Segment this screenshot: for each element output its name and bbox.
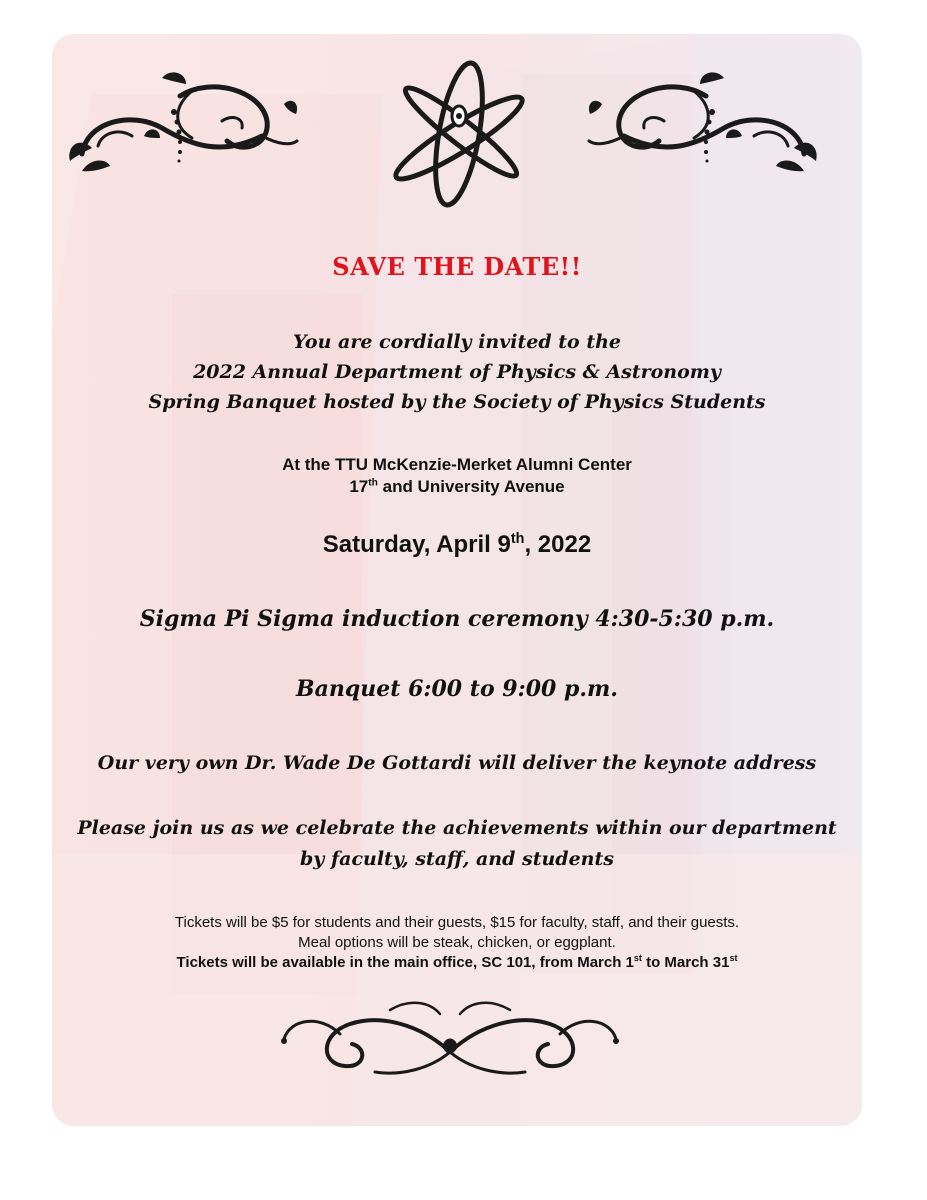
invitation-line-3: Spring Banquet hosted by the Society of Physics Students <box>148 391 766 413</box>
event-date <box>52 531 862 559</box>
invitation-line-1: You are cordially invited to the <box>293 331 621 353</box>
induction-ceremony-time: Sigma Pi Sigma induction ceremony 4:30-5:30 p.m. <box>139 606 775 632</box>
ticket-availability-start: Tickets will be available in the main office, SC 101, from March 1 <box>176 954 634 971</box>
meal-options: Meal options will be steak, chicken, or eggplant. <box>298 934 616 951</box>
venue-name: At the TTU McKenzie-Merket Alumni Center <box>282 455 632 474</box>
join-line-2: by faculty, staff, and students <box>300 848 614 870</box>
event-date-suffix: th <box>510 531 525 547</box>
keynote-note: Our very own Dr. Wade De Gottardi will deliver the keynote address <box>97 752 817 774</box>
flyer-content <box>52 34 862 1126</box>
save-the-date-headline: SAVE THE DATE!! <box>332 252 582 281</box>
flyer-card <box>52 34 862 1126</box>
invitation-line-2: 2022 Annual Department of Physics & Astronomy <box>193 361 721 383</box>
venue-street-number: 17 <box>349 477 369 496</box>
event-date-prefix: Saturday, April 9 <box>322 531 511 558</box>
venue-street-suffix: th <box>368 477 378 489</box>
venue-address <box>52 477 862 497</box>
banquet-time: Banquet 6:00 to 9:00 p.m. <box>296 676 618 702</box>
event-date-year: , 2022 <box>524 531 592 558</box>
scroll-ornament-right <box>584 66 824 176</box>
ticket-prices: Tickets will be $5 for students and their guests, $15 for faculty, staff, and their guests. <box>174 914 740 931</box>
ticket-first-suffix: st <box>633 953 642 963</box>
scroll-ornament-left <box>62 66 302 176</box>
join-line-1: Please join us as we celebrate the achievements within our department <box>77 817 837 839</box>
atom-icon <box>387 46 537 211</box>
ticket-availability-mid: to March 31 <box>641 954 730 971</box>
venue-street-rest: and University Avenue <box>377 477 565 496</box>
scroll-ornament-bottom <box>280 984 620 1094</box>
ticket-availability <box>52 954 862 971</box>
ticket-last-suffix: st <box>729 953 738 963</box>
